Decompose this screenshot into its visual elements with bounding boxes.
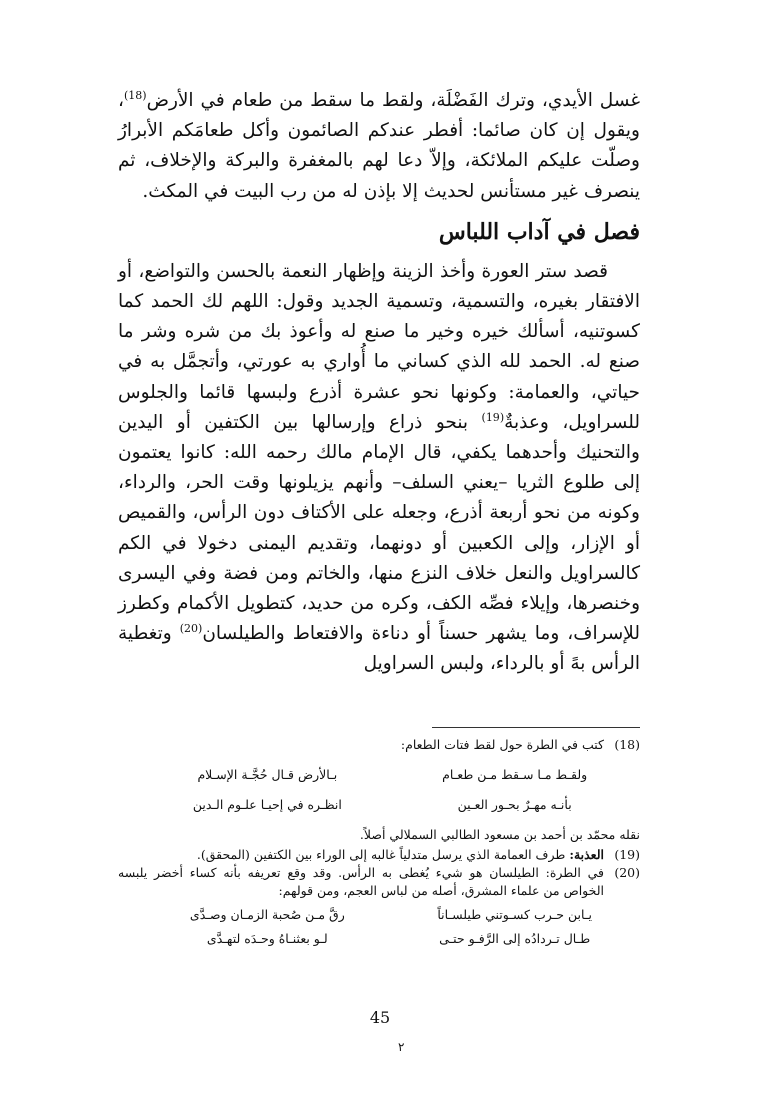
- footnote-ref-20: (20): [179, 622, 203, 636]
- verse-hemistich: انظـره في إحيـا علـوم الـدين: [192, 797, 342, 812]
- footnote-20: [118, 864, 640, 900]
- page-number: 45: [369, 1008, 391, 1027]
- footnote-text: طرف العمامة الذي يرسل متدلياً غالبه إلى الوراء بين الكتفين (المحقق).: [196, 847, 570, 862]
- verse-line: [162, 796, 620, 814]
- footnote-divider: [432, 727, 640, 728]
- verse-hemistich: رقَّ مـن صُحبة الزمـان وصـدَّى: [189, 907, 345, 922]
- footnote-ref-19: (19): [481, 410, 505, 424]
- footnote-source: نقله محمّد بن أحمد بن مسعود الطالبي السملالي أصلاً.: [359, 827, 640, 842]
- footnote-number: (20): [614, 865, 640, 880]
- paragraph-1: غسل الأيدي، وترك الفَضْلَة، ولقط ما سقط من طعام في الأرض$^{(18)}$، ويقول إن كان صائما: أفطر عندكم الصائمون وأكل طعامَكم الأبرارُ وصلّت عليكم الملائكة، وإلاّ دعا لهم بالمغفرة والبركة والإخلاف، ثم ينصرف غير مستأنس لحديث إلا بإذن له من رب البيت في المكث.: [118, 88, 640, 202]
- verse-hemistich: ولقـط مـا سـقط مـن طعـام: [442, 767, 588, 782]
- verse-hemistich: لـو بعثنـاهُ وحـدَه لتهـدَّى: [206, 931, 328, 946]
- footnote-term: العذبة:: [569, 847, 604, 862]
- footnote-text: في الطرة: الطيلسان هو شيء يُغطى به الرأس. وقد وقع تعريفه بأنه كساء أخضر يلبسه الخواص من علماء المشرق، أصله من لباس العجم، ومن قولهم:: [118, 865, 604, 898]
- footnote-number: (19): [614, 847, 640, 862]
- verse-line: [162, 906, 620, 924]
- verse-hemistich: يـابن حـرب كسـوتني طيلسـاناً: [437, 907, 592, 922]
- verse-line: [162, 766, 620, 784]
- verse-hemistich: بـالأرض قـال حُجَّـة الإسـلام: [197, 767, 338, 782]
- footnote-19: [118, 846, 640, 864]
- footnote-text: كتب في الطرة حول لقط فتات الطعام:: [400, 737, 604, 752]
- footnote-ref-18: (18): [123, 88, 147, 102]
- verse-hemistich: بأنـه مهـرٌ بحـور العـين: [457, 797, 572, 812]
- paragraph-2: قصد ستر العورة وأخذ الزينة وإظهار النعمة بالحسن والتواضع، أو الافتقار بغيره، والتسمية، وتسمية الجديد وقول: اللهم لك الحمد كما كسوتنيه، أسألك خيره وخير ما صنع له وأعوذ بك من شره وشر ما صنع له. الحمد لله الذي كساني ما أُواري به عورتي، وأتجمَّل به في حياتي، والعمامة: وكونها نحو عشرة أذرع ولبسها قائما والجلوس للسراويل، وعذبةٌ$^{(19)}$ بنحو ذراع وإرسالها بين الكتفين أو اليدين والتحنيك وأحدهما يكفي، قال الإمام مالك رحمه الله: كانوا يعتمون إلى طلوع الثريا –يعني السلف– وأنهم يزيلونها وقت الحر، والرداء، وكونه من نحو أربعة أذرع، وجعله على الأكتاف دون الرأس، والقميص أو الإزار، وإلى الكعبين أو دونهما، وتقديم اليمنى دخولا في الكم كالسراويل والنعل خلاف النزع منها، والخاتم ومن فضة وفي اليسرى وخنصرها، وإيلاء فصِّه الكف، وكره من حديد، كتطويل الأكمام وكطرز للإسراف، وما يشهر حسناً أو دناءة والافتعاط والطيلسان$^{(20)}$ وتغطية الرأس بهً أو بالرداء، ولبس السراويل: [118, 260, 640, 675]
- section-title: فصل في آداب اللباس: [438, 218, 640, 245]
- footnotes: [118, 736, 640, 954]
- verse-hemistich: طـال تـردادُه إلى الرَّفـو حتـى: [439, 931, 591, 946]
- footnote-18: [118, 736, 640, 754]
- footnote-number: (18): [614, 737, 640, 752]
- bottom-mark: ٢: [398, 1040, 405, 1054]
- verse-line: [162, 930, 620, 948]
- main-text: [118, 86, 640, 680]
